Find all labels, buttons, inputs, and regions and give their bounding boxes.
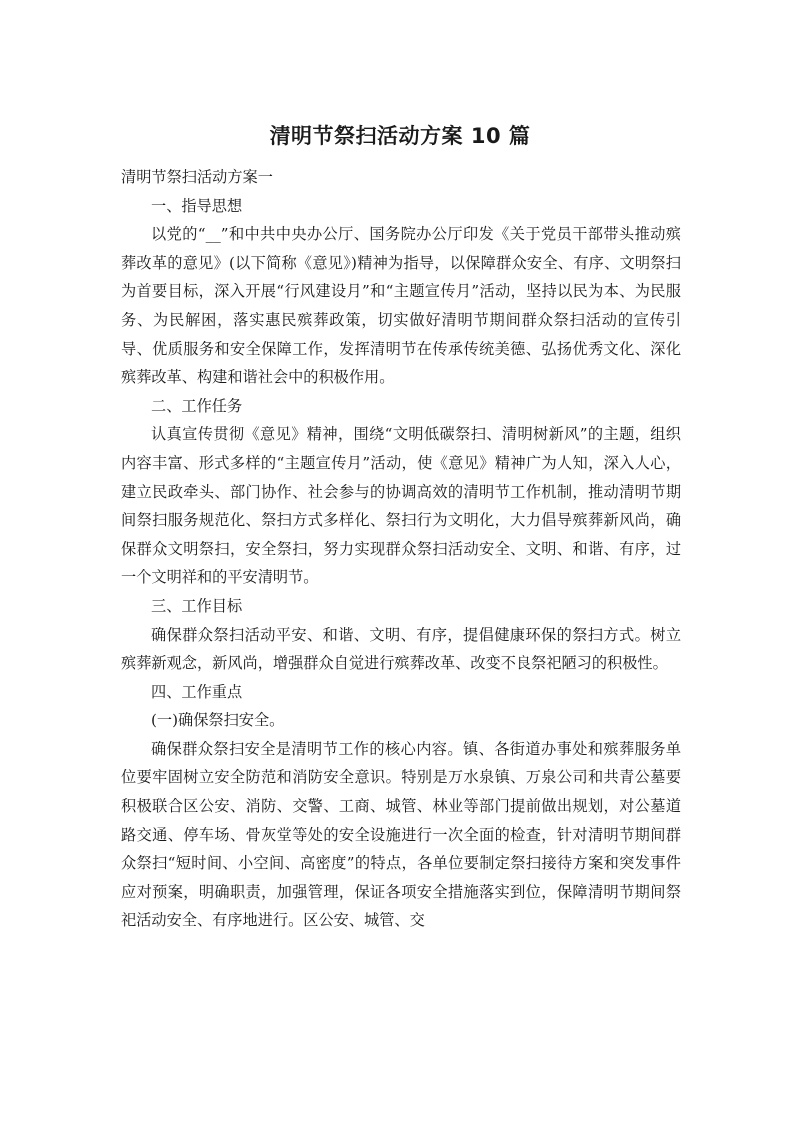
paragraph-work-tasks: 认真宣传贯彻《意见》精神，围绕“文明低碳祭扫、清明树新风”的主题，组织内容丰富、形式多样的“主题宣传月”活动，使《意见》精神广为人知，深入人心，建立民政牵头、部门协作、社会参与的协调高效的清明节工作机制，推动清明节期间祭扫服务规范化、祭扫方式多样化、祭扫行为文明化，大力倡导殡葬新风尚，确保群众文明祭扫，安全祭扫，努力实现群众祭扫活动安全、文明、和谐、有序，过一个文明祥和的平安清明节。 [121, 425, 681, 587]
paragraph-safety: 确保群众祭扫安全是清明节工作的核心内容。镇、各街道办事处和殡葬服务单位要牢固树立安全防范和消防安全意识。特别是万水泉镇、万泉公司和共青公墓要积极联合区公安、消防、交警、工商、城管、林业等部门提前做出规划，对公墓道路交通、停车场、骨灰堂等处的安全设施进行一次全面的检查，针对清明节期间群众祭扫“短时间、小空间、高密度”的特点，各单位要制定祭扫接待方案和突发事件应对预案，明确职责，加强管理，保证各项安全措施落实到位，保障清明节期间祭祀活动安全、有序地进行。区公安、城管、交 [121, 739, 681, 930]
document-body [121, 163, 681, 935]
heading-work-goals: 三、工作目标 [151, 596, 243, 615]
section-subtitle: 清明节祭扫活动方案一 [121, 168, 273, 186]
paragraph-guiding-ideology: 以党的“__”和中共中央办公厅、国务院办公厅印发《关于党员干部带头推动殡葬改革的意见》(以下简称《意见》)精神为指导，以保障群众安全、有序、文明祭扫为首要目标，深入开展“行风建设月”和“主题宣传月”活动，坚持以民为本、为民服务、为民解困，落实惠民殡葬政策，切实做好清明节期间群众祭扫活动的宣传引导、优质服务和安全保障工作，发挥清明节在传承传统美德、弘扬优秀文化、深化殡葬改革、构建和谐社会中的积极作用。 [121, 225, 681, 387]
heading-guiding-ideology: 一、指导思想 [151, 196, 243, 215]
subheading-safety: (一)确保祭扫安全。 [151, 711, 285, 730]
heading-work-focus: 四、工作重点 [151, 682, 243, 701]
document-title: 清明节祭扫活动方案 10 篇 [269, 124, 531, 148]
paragraph-work-goals: 确保群众祭扫活动平安、和谐、文明、有序，提倡健康环保的祭扫方式。树立殡葬新观念，新风尚，增强群众自觉进行殡葬改革、改变不良祭祀陋习的积极性。 [121, 625, 681, 673]
heading-work-tasks: 二、工作任务 [151, 396, 243, 415]
